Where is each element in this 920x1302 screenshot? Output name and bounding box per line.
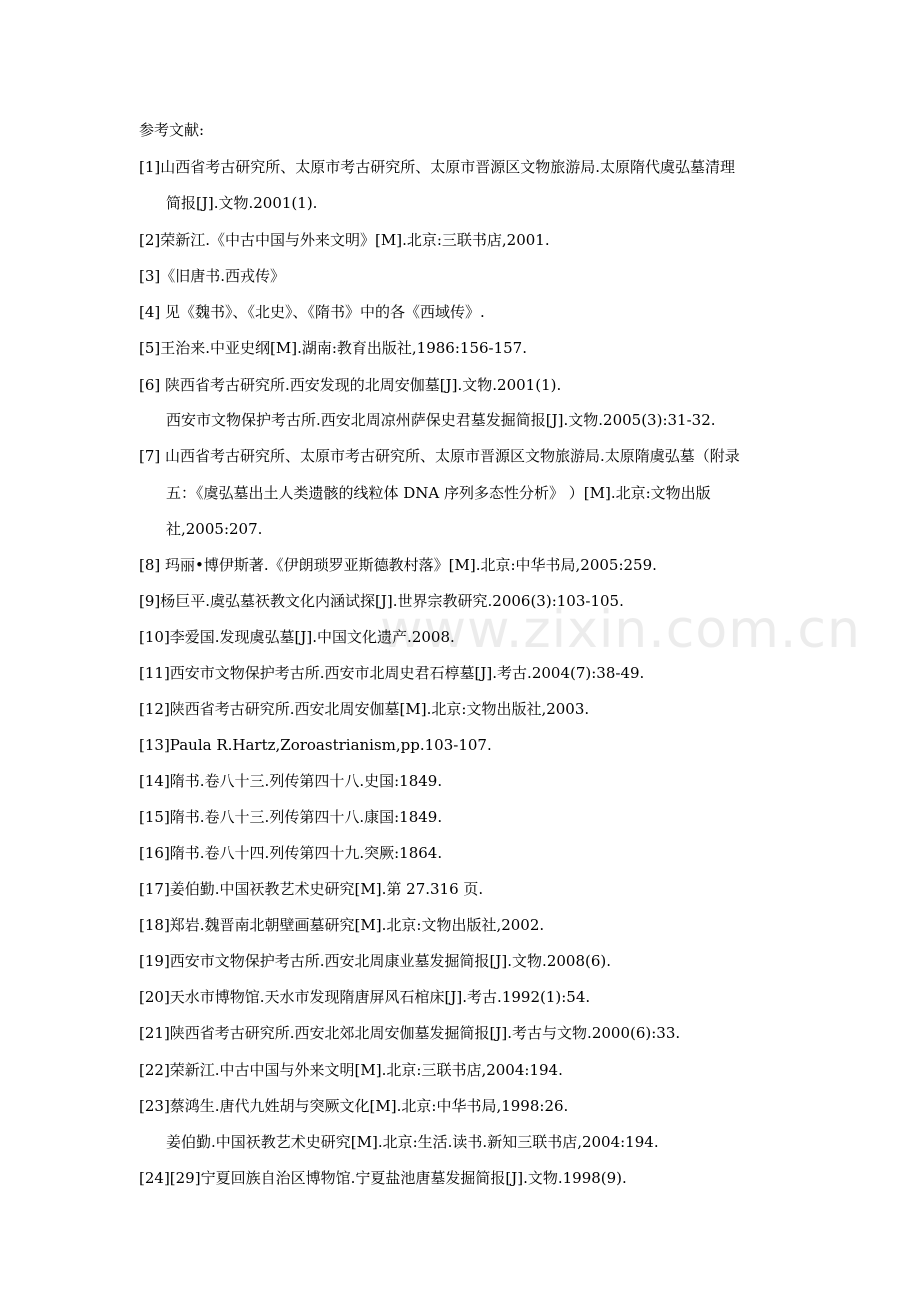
reference-line: 姜伯勤.中国祆教艺术史研究[M].北京:生活.读书.新知三联书店,2004:194. <box>166 1133 659 1151</box>
reference-line: [6] 陕西省考古研究所.西安发现的北周安伽墓[J].文物.2001(1). <box>139 376 562 394</box>
reference-line: [20]天水市博物馆.天水市发现隋唐屏风石棺床[J].考古.1992(1):54. <box>139 988 591 1006</box>
reference-line: [7] 山西省考古研究所、太原市考古研究所、太原市晋源区文物旅游局.太原隋虞弘墓（附录 <box>139 447 740 465</box>
reference-line: [15]隋书.卷八十三.列传第四十八.康国:1849. <box>139 808 443 826</box>
reference-line: [14]隋书.卷八十三.列传第四十八.史国:1849. <box>139 772 443 790</box>
reference-line: 五：《虞弘墓出土人类遗骸的线粒体 DNA 序列多态性分析》 ）[M].北京:文物出版 <box>166 484 711 502</box>
reference-line: [22]荣新江.中古中国与外来文明[M].北京:三联书店,2004:194. <box>139 1061 563 1079</box>
reference-line: 西安市文物保护考古所.西安北周凉州萨保史君墓发掘简报[J].文物.2005(3):31-32. <box>166 411 716 429</box>
reference-line: [19]西安市文物保护考古所.西安北周康业墓发掘简报[J].文物.2008(6). <box>139 952 612 970</box>
reference-line: [21]陕西省考古研究所.西安北郊北周安伽墓发掘简报[J].考古与文物.2000(6):33. <box>139 1024 681 1042</box>
references-heading: 参考文献: <box>139 121 205 139</box>
reference-line: [2]荣新江.《中古中国与外来文明》[M].北京:三联书店,2001. <box>139 231 550 249</box>
reference-line: [17]姜伯勤.中国祆教艺术史研究[M].第 27.316 页. <box>139 880 484 898</box>
reference-line: [8] 玛丽•博伊斯著.《伊朗琐罗亚斯德教村落》[M].北京:中华书局,2005:259. <box>139 556 657 574</box>
reference-line: [24][29]宁夏回族自治区博物馆.宁夏盐池唐墓发掘简报[J].文物.1998(9). <box>139 1169 627 1187</box>
reference-line: [4] 见《魏书》、《北史》、《隋书》中的各《西域传》. <box>139 303 485 321</box>
reference-line: [11]西安市文物保护考古所.西安市北周史君石椁墓[J].考古.2004(7):38-49. <box>139 664 645 682</box>
reference-line: 社,2005:207. <box>166 520 263 538</box>
reference-line: [5]王治来.中亚史纲[M].湖南:教育出版社,1986:156-157. <box>139 339 527 357</box>
watermark: www.zixin.com.cn <box>380 600 861 660</box>
reference-line: [1]山西省考古研究所、太原市考古研究所、太原市晋源区文物旅游局.太原隋代虞弘墓清理 <box>139 158 736 176</box>
reference-line: [23]蔡鸿生.唐代九姓胡与突厥文化[M].北京:中华书局,1998:26. <box>139 1097 569 1115</box>
reference-line: [10]李爱国.发现虞弘墓[J].中国文化遗产.2008. <box>139 628 455 646</box>
reference-line: [12]陕西省考古研究所.西安北周安伽墓[M].北京:文物出版社,2003. <box>139 700 590 718</box>
reference-line: [9]杨巨平.虞弘墓祆教文化内涵试探[J].世界宗教研究.2006(3):103-105. <box>139 592 624 610</box>
reference-line: [13]Paula R.Hartz,Zoroastrianism,pp.103-107. <box>139 736 492 754</box>
reference-line: [3]《旧唐书.西戎传》 <box>139 267 286 285</box>
reference-line: [16]隋书.卷八十四.列传第四十九.突厥:1864. <box>139 844 443 862</box>
reference-line: 简报[J].文物.2001(1). <box>166 194 318 212</box>
reference-line: [18]郑岩.魏晋南北朝壁画墓研究[M].北京:文物出版社,2002. <box>139 916 545 934</box>
